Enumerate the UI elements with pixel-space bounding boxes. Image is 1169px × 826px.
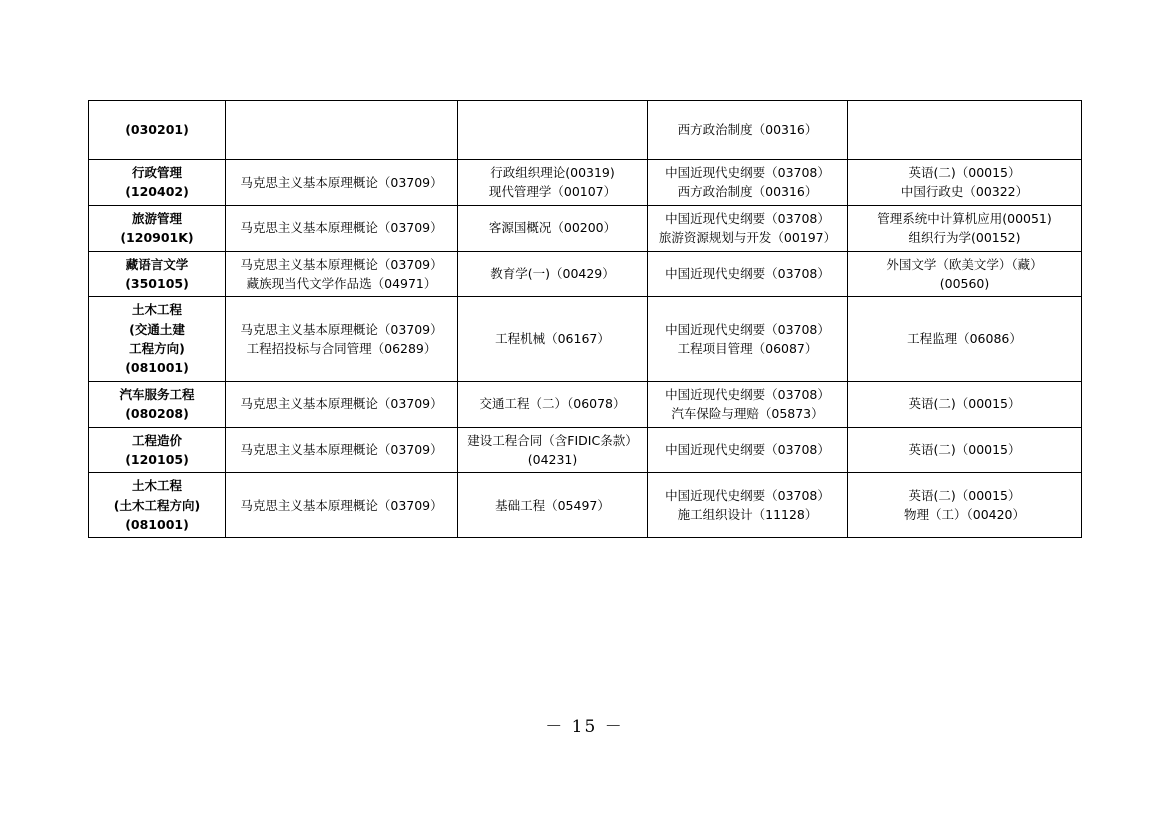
table-cell-col_b — [458, 205, 648, 251]
cell-line: (120105) — [125, 451, 189, 467]
cell-line: (081001) — [125, 360, 189, 376]
table-cell-major — [89, 427, 226, 473]
cell-line: 教育学(一)（00429） — [490, 266, 615, 282]
table-cell-col_c — [648, 427, 848, 473]
table-cell-col_d — [848, 205, 1082, 251]
table-row — [89, 251, 1082, 297]
table-body — [89, 101, 1082, 538]
cell-line: 汽车保险与理赔（05873） — [671, 406, 824, 422]
table-cell-col_a — [226, 160, 458, 206]
cell-line: 西方政治制度（00316） — [677, 122, 818, 138]
cell-line: (交通土建 — [129, 321, 185, 337]
cell-line: 工程造价 — [131, 432, 182, 448]
table-cell-col_c — [648, 160, 848, 206]
cell-line: 土木工程 — [131, 302, 182, 318]
table-cell-major — [89, 381, 226, 427]
table-cell-col_a — [226, 251, 458, 297]
cell-line: 工程机械（06167） — [495, 331, 610, 347]
cell-line: 马克思主义基本原理概论（03709） — [240, 442, 443, 458]
cell-line: (120402) — [125, 184, 189, 200]
cell-line: 中国近现代史纲要（03708） — [665, 442, 830, 458]
table-cell-col_b — [458, 251, 648, 297]
table-cell-col_a — [226, 297, 458, 382]
table-cell-col_a — [226, 101, 458, 160]
cell-line: 马克思主义基本原理概论（03709） — [240, 220, 443, 236]
cell-line: 工程方向) — [129, 341, 185, 356]
cell-line: (120901K) — [120, 230, 194, 246]
table-cell-col_b — [458, 101, 648, 160]
table-cell-major — [89, 205, 226, 251]
table-cell-col_a — [226, 381, 458, 427]
table-row — [89, 205, 1082, 251]
cell-line: 土木工程 — [131, 478, 182, 494]
cell-line: 施工组织设计（11128） — [677, 507, 818, 523]
cell-line: 中国近现代史纲要（03708） — [665, 386, 830, 402]
cell-line: 外国文学（欧美文学）（藏） — [886, 256, 1043, 272]
table-cell-col_d — [848, 427, 1082, 473]
table-cell-col_c — [648, 473, 848, 538]
table-cell-col_b — [458, 297, 648, 382]
table-cell-col_c — [648, 381, 848, 427]
table-cell-col_b — [458, 381, 648, 427]
cell-line: 马克思主义基本原理概论（03709） — [240, 497, 443, 513]
table-row — [89, 473, 1082, 538]
cell-line: 客源国概况（00200） — [488, 220, 617, 236]
table-cell-col_a — [226, 473, 458, 538]
cell-line: 藏族现当代文学作品选（04971） — [246, 275, 437, 291]
table-cell-major — [89, 473, 226, 538]
table-row — [89, 101, 1082, 160]
cell-line: 旅游资源规划与开发（00197） — [658, 230, 837, 246]
cell-line: 物理（工）（00420） — [903, 507, 1025, 523]
cell-line: 西方政治制度（00316） — [677, 184, 818, 200]
exam-schedule-table-wrapper — [88, 100, 1081, 538]
table-row — [89, 381, 1082, 427]
table-cell-col_d — [848, 251, 1082, 297]
cell-line: 马克思主义基本原理概论（03709） — [240, 396, 443, 412]
cell-line: 行政组织理论(00319) — [490, 165, 615, 180]
cell-line: 英语(二)（00015） — [908, 165, 1021, 180]
table-cell-col_b — [458, 427, 648, 473]
cell-line: (081001) — [125, 517, 189, 532]
cell-line: 马克思主义基本原理概论（03709） — [240, 174, 443, 190]
table-cell-col_c — [648, 205, 848, 251]
table-cell-col_d — [848, 297, 1082, 382]
table-row — [89, 160, 1082, 206]
cell-line: 中国近现代史纲要（03708） — [665, 487, 830, 503]
table-cell-major — [89, 251, 226, 297]
table-cell-col_c — [648, 251, 848, 297]
table-cell-col_d — [848, 160, 1082, 206]
cell-line: 旅游管理 — [131, 210, 182, 226]
table-row — [89, 427, 1082, 473]
cell-line: 汽车服务工程 — [119, 386, 195, 402]
table-cell-col_b — [458, 473, 648, 538]
cell-line: 英语(二)（00015） — [908, 442, 1021, 458]
page-number: － 15 － — [545, 717, 624, 737]
cell-line: 管理系统中计算机应用(00051) — [877, 210, 1052, 226]
cell-line: 工程招投标与合同管理（06289） — [246, 341, 437, 356]
cell-line: 建设工程合同（含FIDIC条款） — [467, 432, 638, 448]
cell-line: (080208) — [125, 406, 189, 422]
cell-line: 基础工程（05497） — [495, 497, 610, 513]
cell-line: (土木工程方向) — [113, 497, 201, 513]
cell-line: 工程项目管理（06087） — [677, 341, 818, 356]
table-row — [89, 297, 1082, 382]
cell-line: 现代管理学（00107） — [488, 184, 617, 200]
cell-line: 英语(二)（00015） — [908, 396, 1021, 412]
cell-line: 组织行为学(00152) — [908, 230, 1021, 246]
cell-line: 中国行政史（00322） — [900, 184, 1029, 200]
table-cell-col_d — [848, 473, 1082, 538]
table-cell-col_c — [648, 297, 848, 382]
cell-line: 马克思主义基本原理概论（03709） — [240, 256, 443, 272]
table-cell-major — [89, 160, 226, 206]
table-cell-major — [89, 297, 226, 382]
table-cell-col_b — [458, 160, 648, 206]
table-cell-col_a — [226, 205, 458, 251]
cell-line: 行政管理 — [131, 165, 182, 180]
table-cell-col_a — [226, 427, 458, 473]
cell-line: 英语(二)（00015） — [908, 487, 1021, 503]
table-cell-col_d — [848, 381, 1082, 427]
cell-line: 中国近现代史纲要（03708） — [665, 266, 830, 282]
cell-line: 中国近现代史纲要（03708） — [665, 165, 830, 180]
cell-line: (04231) — [527, 451, 578, 467]
cell-line: 工程监理（06086） — [907, 331, 1022, 347]
table-cell-col_d — [848, 101, 1082, 160]
cell-line: (00560) — [939, 275, 990, 291]
cell-line: (350105) — [125, 275, 189, 291]
cell-line: 中国近现代史纲要（03708） — [665, 321, 830, 337]
table-cell-col_c — [648, 101, 848, 160]
cell-line: (030201) — [125, 122, 189, 138]
exam-schedule-table — [88, 100, 1082, 538]
cell-line: 藏语言文学 — [125, 256, 189, 272]
cell-line: 交通工程（二）（06078） — [479, 396, 626, 412]
table-cell-major — [89, 101, 226, 160]
cell-line: 马克思主义基本原理概论（03709） — [240, 321, 443, 337]
cell-line: 中国近现代史纲要（03708） — [665, 210, 830, 226]
